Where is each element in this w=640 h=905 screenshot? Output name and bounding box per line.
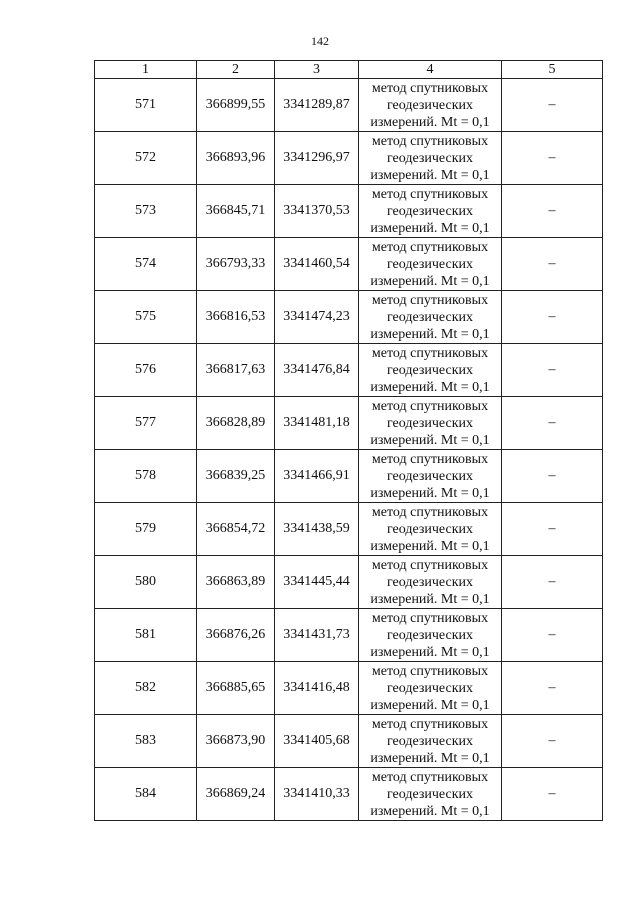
coordinate-y: 3341296,97 (275, 132, 359, 185)
coordinate-y: 3341438,59 (275, 503, 359, 556)
point-number: 576 (95, 344, 197, 397)
note-dash: – (502, 397, 603, 450)
method-line-1: метод спутниковых (371, 80, 489, 96)
point-number: 581 (95, 609, 197, 662)
note-dash: – (502, 715, 603, 768)
coordinate-x: 366873,90 (197, 715, 275, 768)
method-line-3: измерений. Mt = 0,1 (370, 379, 490, 395)
method-description (359, 715, 502, 768)
coordinate-x: 366854,72 (197, 503, 275, 556)
coordinate-y: 3341410,33 (275, 768, 359, 821)
coordinate-x: 366816,53 (197, 291, 275, 344)
point-number: 583 (95, 715, 197, 768)
method-line-2: геодезических (386, 415, 473, 431)
method-line-2: геодезических (386, 256, 473, 272)
note-dash: – (502, 238, 603, 291)
coordinate-x: 366828,89 (197, 397, 275, 450)
method-description (359, 556, 502, 609)
method-line-1: метод спутниковых (371, 663, 489, 679)
method-description (359, 185, 502, 238)
note-dash: – (502, 503, 603, 556)
table-row (95, 662, 603, 715)
coordinate-y: 3341416,48 (275, 662, 359, 715)
coordinate-y: 3341481,18 (275, 397, 359, 450)
method-line-1: метод спутниковых (371, 398, 489, 414)
point-number: 571 (95, 79, 197, 132)
note-dash: – (502, 609, 603, 662)
method-description (359, 132, 502, 185)
point-number: 577 (95, 397, 197, 450)
point-number: 582 (95, 662, 197, 715)
method-line-2: геодезических (386, 97, 473, 113)
method-line-2: геодезических (386, 309, 473, 325)
coordinate-y: 3341466,91 (275, 450, 359, 503)
coordinates-table (94, 60, 603, 821)
method-description (359, 291, 502, 344)
header-col-3: 3 (275, 61, 359, 79)
coordinate-x: 366793,33 (197, 238, 275, 291)
method-description (359, 662, 502, 715)
method-line-1: метод спутниковых (371, 292, 489, 308)
method-description (359, 397, 502, 450)
method-line-2: геодезических (386, 786, 473, 802)
coordinate-x: 366893,96 (197, 132, 275, 185)
method-line-2: геодезических (386, 521, 473, 537)
table-row (95, 79, 603, 132)
method-description (359, 768, 502, 821)
method-line-2: геодезических (386, 203, 473, 219)
method-line-2: геодезических (386, 362, 473, 378)
method-line-1: метод спутниковых (371, 557, 489, 573)
note-dash: – (502, 344, 603, 397)
method-line-3: измерений. Mt = 0,1 (370, 697, 490, 713)
note-dash: – (502, 132, 603, 185)
method-line-2: геодезических (386, 680, 473, 696)
method-line-1: метод спутниковых (371, 345, 489, 361)
coordinate-y: 3341474,23 (275, 291, 359, 344)
point-number: 573 (95, 185, 197, 238)
method-line-3: измерений. Mt = 0,1 (370, 591, 490, 607)
table-row (95, 397, 603, 450)
coordinate-y: 3341289,87 (275, 79, 359, 132)
method-line-1: метод спутниковых (371, 239, 489, 255)
table-header-row (95, 61, 603, 79)
point-number: 575 (95, 291, 197, 344)
note-dash: – (502, 768, 603, 821)
note-dash: – (502, 185, 603, 238)
table-row (95, 450, 603, 503)
note-dash: – (502, 450, 603, 503)
note-dash: – (502, 79, 603, 132)
coordinate-x: 366876,26 (197, 609, 275, 662)
method-line-3: измерений. Mt = 0,1 (370, 167, 490, 183)
method-description (359, 238, 502, 291)
coordinate-y: 3341445,44 (275, 556, 359, 609)
header-col-1: 1 (95, 61, 197, 79)
point-number: 574 (95, 238, 197, 291)
point-number: 578 (95, 450, 197, 503)
point-number: 572 (95, 132, 197, 185)
page-number: 142 (311, 34, 329, 48)
method-line-3: измерений. Mt = 0,1 (370, 273, 490, 289)
table-row (95, 132, 603, 185)
coordinate-y: 3341405,68 (275, 715, 359, 768)
method-line-1: метод спутниковых (371, 451, 489, 467)
table-body (95, 79, 603, 821)
point-number: 580 (95, 556, 197, 609)
header-col-2: 2 (197, 61, 275, 79)
table-row (95, 556, 603, 609)
method-line-3: измерений. Mt = 0,1 (370, 538, 490, 554)
method-line-1: метод спутниковых (371, 610, 489, 626)
header-col-4: 4 (359, 61, 502, 79)
table-row (95, 238, 603, 291)
method-line-3: измерений. Mt = 0,1 (370, 114, 490, 130)
method-description (359, 79, 502, 132)
method-line-3: измерений. Mt = 0,1 (370, 432, 490, 448)
method-description (359, 450, 502, 503)
method-line-3: измерений. Mt = 0,1 (370, 220, 490, 236)
note-dash: – (502, 662, 603, 715)
method-line-2: геодезических (386, 627, 473, 643)
method-line-2: геодезических (386, 150, 473, 166)
coordinate-x: 366817,63 (197, 344, 275, 397)
coordinate-y: 3341370,53 (275, 185, 359, 238)
coordinate-x: 366839,25 (197, 450, 275, 503)
method-line-2: геодезических (386, 468, 473, 484)
coordinate-x: 366845,71 (197, 185, 275, 238)
method-description (359, 503, 502, 556)
table-row (95, 609, 603, 662)
coordinate-x: 366863,89 (197, 556, 275, 609)
method-line-1: метод спутниковых (371, 716, 489, 732)
table-row (95, 715, 603, 768)
table-row (95, 503, 603, 556)
coordinate-x: 366885,65 (197, 662, 275, 715)
note-dash: – (502, 556, 603, 609)
method-line-1: метод спутниковых (371, 133, 489, 149)
method-line-2: геодезических (386, 574, 473, 590)
point-number: 584 (95, 768, 197, 821)
table-row (95, 291, 603, 344)
coordinate-y: 3341431,73 (275, 609, 359, 662)
coordinate-y: 3341460,54 (275, 238, 359, 291)
method-line-3: измерений. Mt = 0,1 (370, 485, 490, 501)
method-line-3: измерений. Mt = 0,1 (370, 644, 490, 660)
method-line-1: метод спутниковых (371, 769, 489, 785)
header-col-5: 5 (502, 61, 603, 79)
method-line-1: метод спутниковых (371, 504, 489, 520)
table-row (95, 768, 603, 821)
table-row (95, 344, 603, 397)
note-dash: – (502, 291, 603, 344)
coordinate-x: 366869,24 (197, 768, 275, 821)
coordinate-y: 3341476,84 (275, 344, 359, 397)
method-line-3: измерений. Mt = 0,1 (370, 326, 490, 342)
table-row (95, 185, 603, 238)
point-number: 579 (95, 503, 197, 556)
method-line-2: геодезических (386, 733, 473, 749)
method-description (359, 344, 502, 397)
coordinate-x: 366899,55 (197, 79, 275, 132)
method-line-3: измерений. Mt = 0,1 (370, 803, 490, 819)
method-line-1: метод спутниковых (371, 186, 489, 202)
method-description (359, 609, 502, 662)
method-line-3: измерений. Mt = 0,1 (370, 750, 490, 766)
